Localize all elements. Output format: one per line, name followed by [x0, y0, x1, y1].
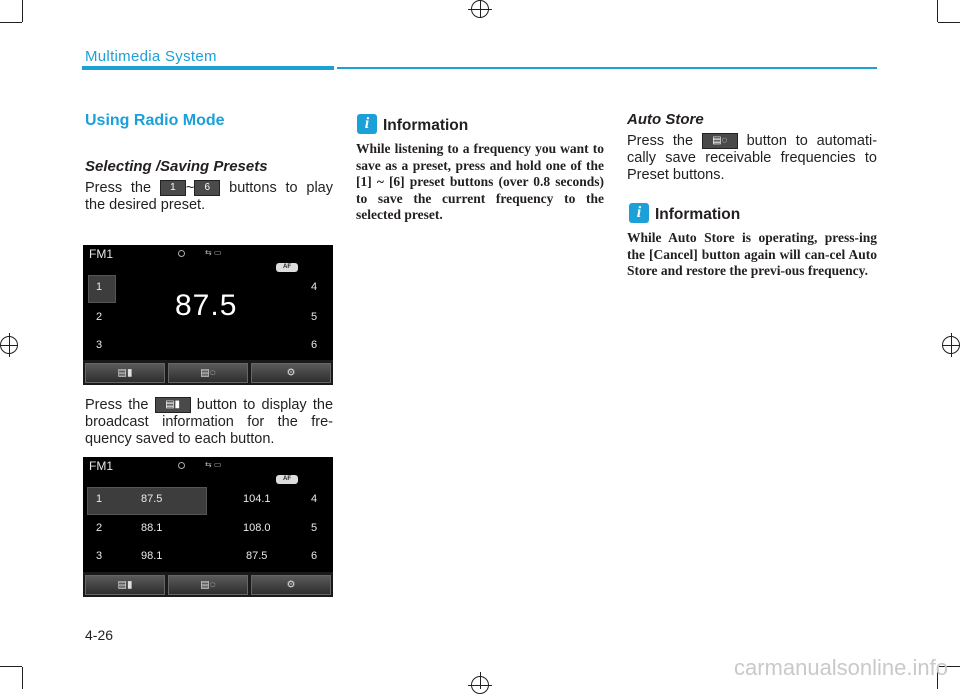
radio-list-icon: ▤▮ [117, 367, 133, 379]
crop-mark [22, 667, 23, 689]
af-badge: AF [276, 475, 298, 484]
frequency-display: 87.5 [175, 289, 238, 322]
info-title: Information [655, 206, 741, 223]
preset-frequency: 108.0 [243, 522, 271, 534]
settings-button [251, 363, 331, 383]
auto-store-button [168, 575, 248, 595]
auto-store-button-image: ▤◌ [702, 133, 738, 149]
usb-icon: ⇆ ▭ [205, 460, 222, 469]
preset-number: 5 [311, 522, 318, 534]
crop-mark [0, 666, 22, 667]
preset-4-label: 4 [311, 281, 318, 293]
text-fragment: button to display the broadcast information for the fre-quency saved to each button. [85, 397, 334, 447]
text-fragment: Press the [85, 397, 149, 413]
preset-2-label: 2 [96, 311, 103, 323]
header-rule-thin [337, 67, 877, 69]
preset-frequency: 87.5 [141, 493, 163, 505]
info-title: Information [383, 117, 469, 134]
preset-6-label: 6 [311, 339, 318, 351]
info-icon: i [357, 114, 377, 134]
band-label: FM1 [89, 247, 113, 261]
status-dot-icon [178, 250, 185, 257]
usb-icon: ⇆ ▭ [205, 248, 222, 257]
subsection-title: Auto Store [627, 111, 704, 128]
preset-3-label: 3 [96, 339, 103, 351]
preset-frequency: 98.1 [141, 550, 163, 562]
paragraph-presets [85, 180, 333, 214]
crop-mark [937, 0, 938, 22]
radio-search-icon: ▤◌ [200, 579, 216, 591]
preset-number: 2 [96, 522, 103, 534]
preset-number: 6 [311, 550, 318, 562]
page-number: 4-26 [85, 627, 114, 643]
paragraph-broadcast-info [85, 397, 333, 448]
preset-1-button-image: 1 [160, 180, 186, 196]
preset-number: 1 [96, 493, 103, 505]
radio-screen-list [83, 457, 333, 597]
subsection-title: Selecting /Saving Presets [85, 158, 268, 175]
radio-search-icon: ▤◌ [200, 367, 216, 379]
preset-frequency: 88.1 [141, 522, 163, 534]
band-label: FM1 [89, 459, 113, 473]
auto-store-button [168, 363, 248, 383]
gear-icon: ⚙ [286, 579, 296, 591]
settings-button [251, 575, 331, 595]
crop-mark [0, 22, 22, 23]
crop-mark [22, 0, 23, 22]
gear-icon: ⚙ [286, 367, 296, 379]
preset-5-label: 5 [311, 311, 318, 323]
af-badge: AF [276, 263, 298, 272]
screen-bottom-bar [83, 572, 333, 597]
status-dot-icon [178, 462, 185, 469]
preset-6-button-image: 6 [194, 180, 220, 196]
radio-screen-single [83, 245, 333, 385]
section-title: Using Radio Mode [85, 112, 225, 129]
preset-list-button [85, 575, 165, 595]
watermark: carmanualsonline.info [733, 655, 948, 680]
paragraph-auto-store [627, 133, 877, 184]
text-fragment: Press the [85, 180, 152, 196]
crop-mark [938, 22, 960, 23]
preset-number: 4 [311, 493, 318, 505]
list-button-image: ▤▮ [155, 397, 191, 413]
preset-frequency: 104.1 [243, 493, 271, 505]
section-header-title: Multimedia System [85, 48, 217, 65]
text-fragment: buttons to play the desired preset. [85, 180, 333, 213]
info-text-auto-store: While Auto Store is operating, press-ing the [Cancel] button again will can-cel Auto Store and restore the previ-ous frequency. [627, 230, 877, 279]
info-icon: i [629, 203, 649, 223]
text-fragment: Press the [627, 133, 694, 149]
preset-frequency: 87.5 [246, 550, 268, 562]
preset-1-label: 1 [96, 281, 103, 293]
header-rule-thick [82, 66, 334, 70]
preset-number: 3 [96, 550, 103, 562]
preset-list-button [85, 363, 165, 383]
screen-bottom-bar [83, 360, 333, 385]
radio-list-icon: ▤▮ [117, 579, 133, 591]
text-fragment: ~ [185, 180, 195, 196]
text-fragment: button to automati-cally save receivable frequencies to Preset buttons. [627, 133, 878, 183]
info-text-presets: While listening to a frequency you want to save as a preset, press and hold one of the [1] ~ [6] preset buttons (over 0.8 seconds) to save the current frequency to the selected preset. [356, 141, 604, 223]
